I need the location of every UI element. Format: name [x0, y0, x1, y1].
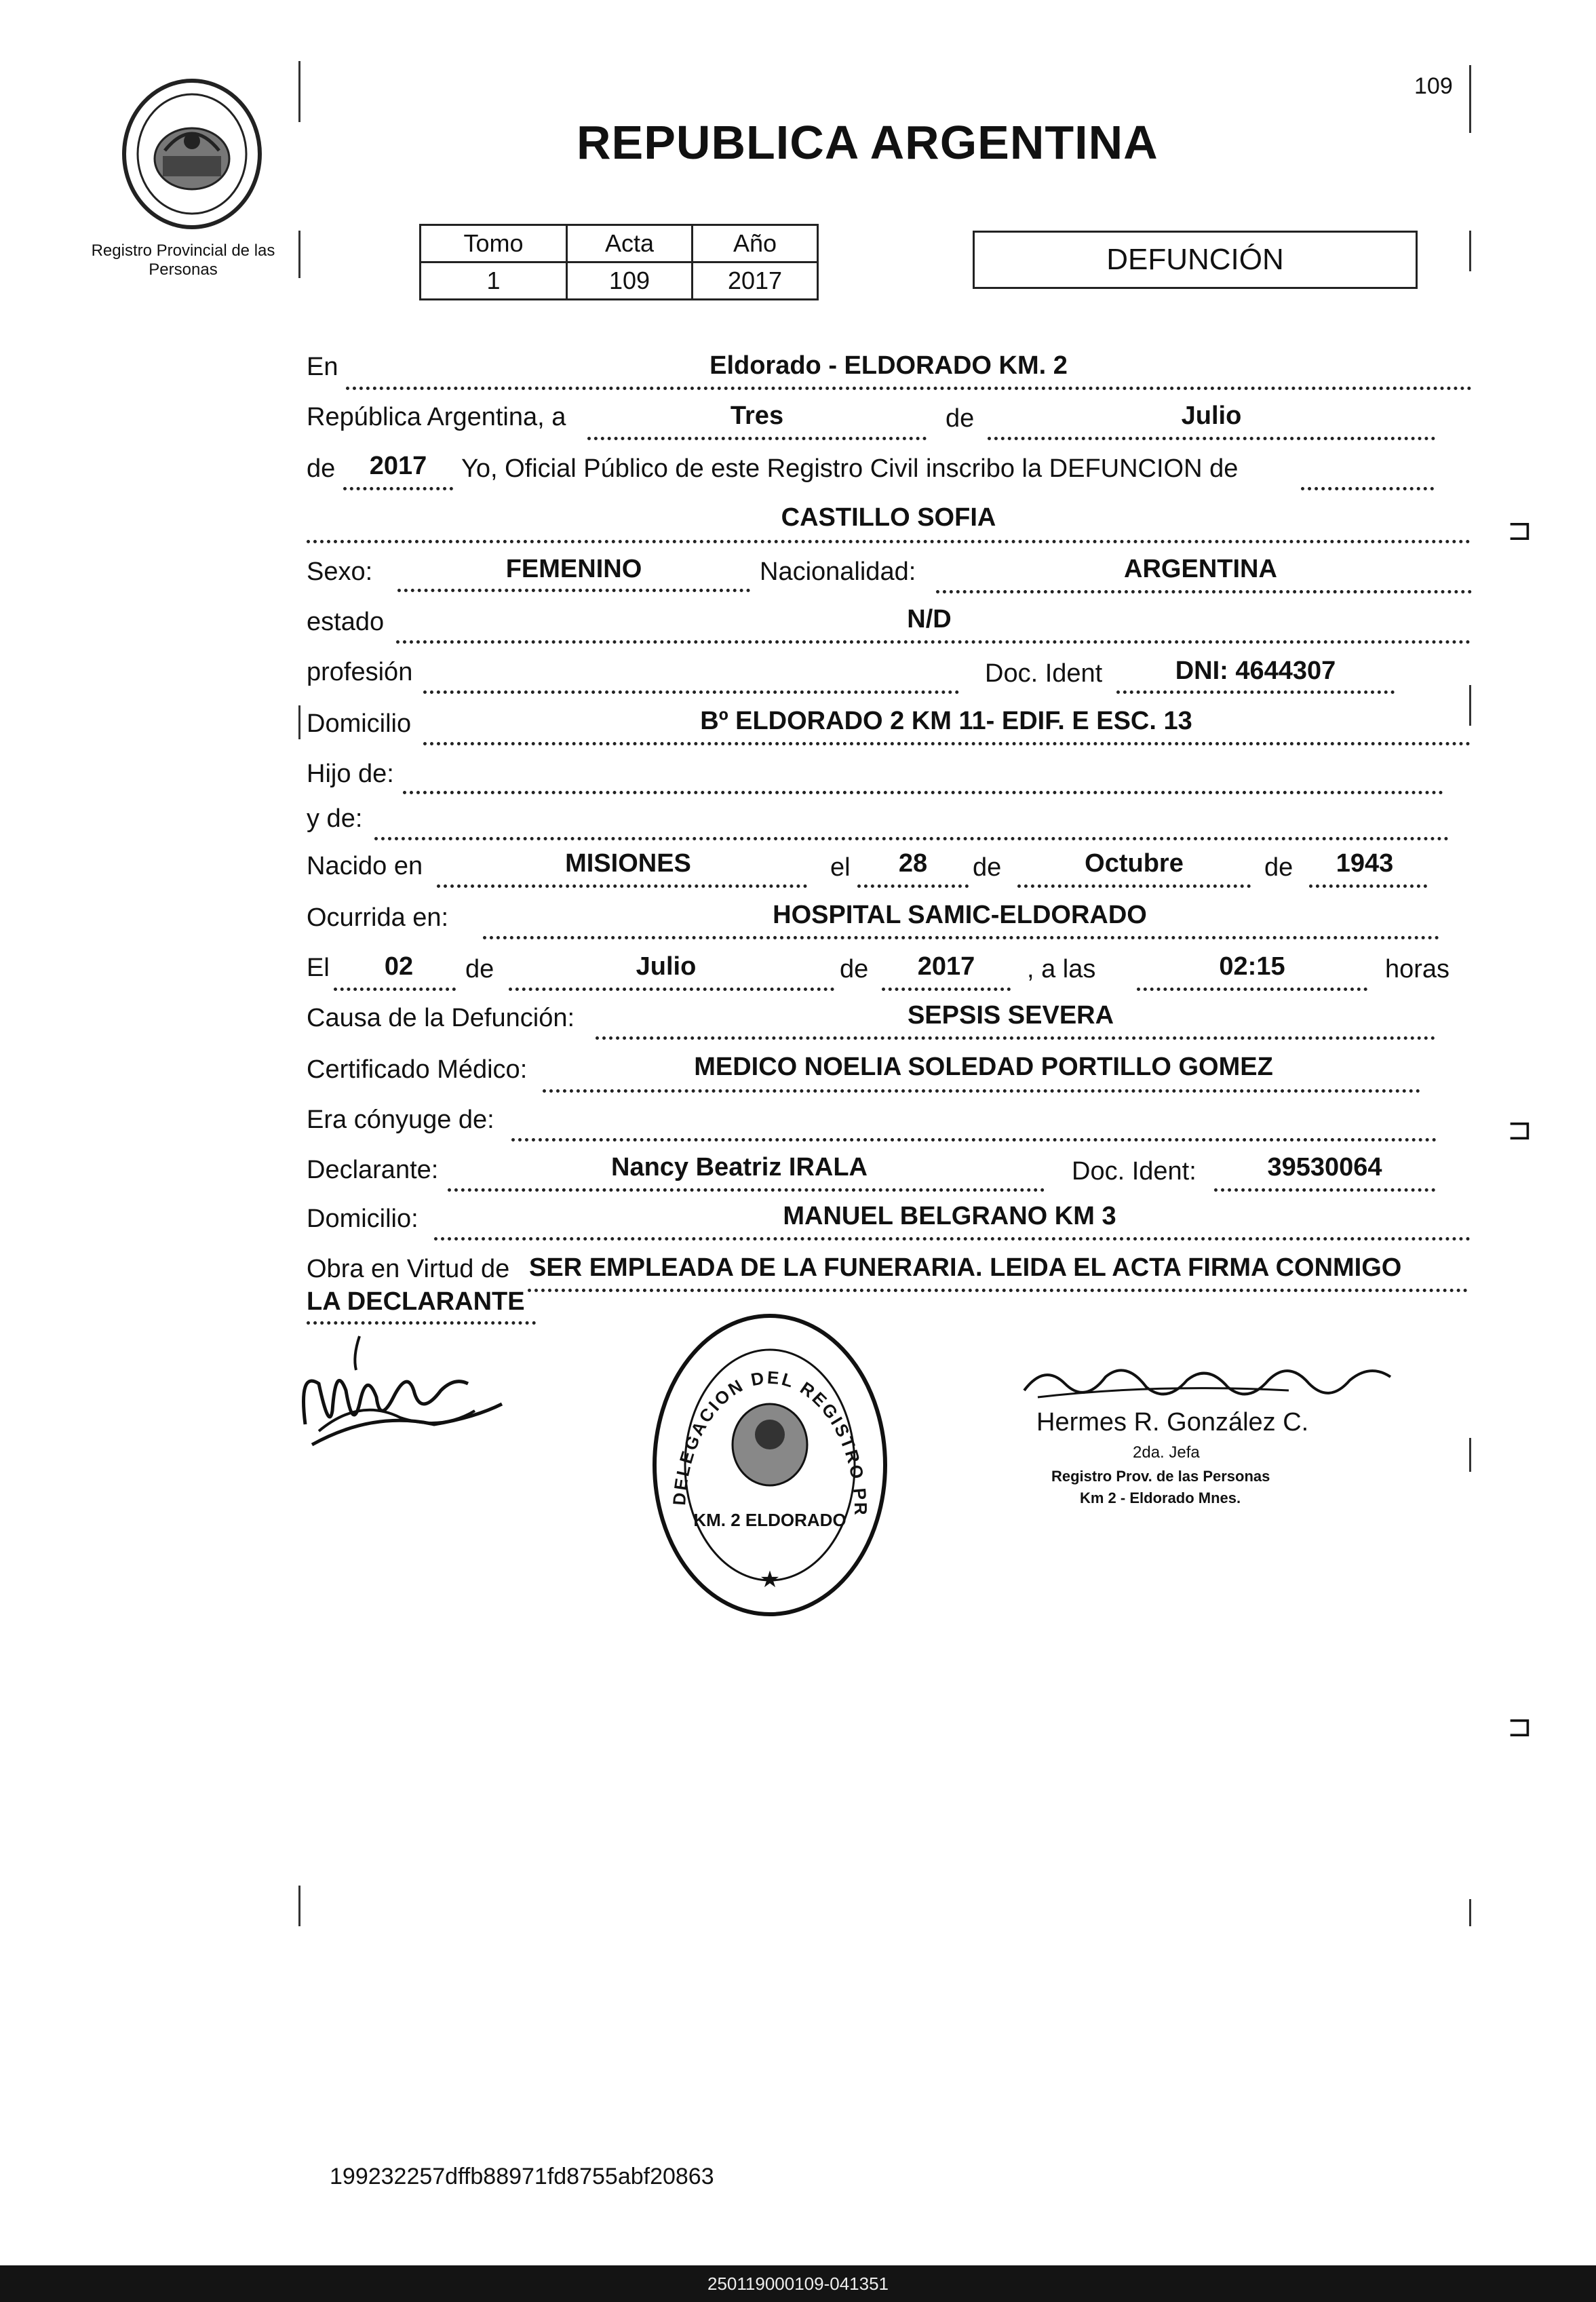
- declarante-value: Nancy Beatriz IRALA: [611, 1153, 868, 1182]
- scan-edge-mark: [298, 61, 300, 122]
- certificado-value: MEDICO NOELIA SOLEDAD PORTILLO GOMEZ: [694, 1053, 1273, 1081]
- de2-label: de: [307, 454, 336, 483]
- nacido-value: MISIONES: [565, 849, 691, 878]
- decl-domicilio-value: MANUEL BELGRANO KM 3: [783, 1202, 1116, 1230]
- register-table: [419, 224, 819, 300]
- def-mes-dotted-line: [509, 988, 834, 991]
- yde-label: y de:: [307, 804, 363, 833]
- document-hash: 199232257dffb88971fd8755abf20863: [330, 2164, 714, 2189]
- anio-value: 2017: [693, 262, 818, 300]
- mes-value: Julio: [1181, 402, 1242, 430]
- hora-value: 02:15: [1219, 952, 1285, 981]
- estado-label: estado: [307, 608, 385, 636]
- mes-dotted-line: [988, 437, 1435, 440]
- margin-tab-icon: ⊐: [1507, 1113, 1532, 1146]
- register-table-header-row: [421, 225, 818, 262]
- nac-de2-label: de: [1264, 853, 1293, 882]
- barcode-footer: 250119000109-041351: [0, 2265, 1596, 2302]
- decl-doc-dotted-line: [1214, 1188, 1435, 1192]
- dia-dotted-line: [587, 437, 927, 440]
- doc-ident-label: Doc. Ident: [985, 659, 1103, 688]
- decl-doc-label: Doc. Ident:: [1072, 1157, 1196, 1186]
- obra-label: Obra en Virtud de: [307, 1255, 510, 1283]
- sexo-value: FEMENINO: [505, 555, 642, 583]
- domicilio-value: Bº ELDORADO 2 KM 11- EDIF. E ESC. 13: [700, 707, 1192, 735]
- obra-dotted-line-2: [307, 1321, 536, 1325]
- declarante-label: Declarante:: [307, 1156, 439, 1184]
- nacionalidad-value: ARGENTINA: [1124, 555, 1277, 583]
- obra-value-line1: SER EMPLEADA DE LA FUNERARIA. LEIDA EL ACTA FIRMA CONMIGO: [529, 1253, 1402, 1282]
- ocurrida-dotted-line: [483, 936, 1439, 939]
- scan-edge-mark: [1469, 685, 1471, 726]
- causa-label: Causa de la Defunción:: [307, 1004, 575, 1032]
- nac-anio-value: 1943: [1336, 849, 1394, 878]
- doc-ident-dotted-line: [1116, 690, 1395, 694]
- nombre-dotted-line: [307, 540, 1471, 543]
- decl-doc-value: 39530064: [1267, 1153, 1382, 1182]
- en-dotted-line: [346, 387, 1472, 390]
- ocurrida-value: HOSPITAL SAMIC-ELDORADO: [773, 901, 1147, 929]
- sexo-label: Sexo:: [307, 558, 373, 586]
- registry-label: Registro Provincial de las Personas: [91, 241, 275, 279]
- acta-header: Acta: [567, 225, 693, 262]
- stamp-ring-text: DELEGACION DEL REGISTRO PR: [669, 1367, 872, 1517]
- official-office-line1: Registro Prov. de las Personas: [1051, 1468, 1270, 1485]
- province-seal-logo: [114, 76, 270, 232]
- nac-mes-dotted-line: [1017, 884, 1251, 888]
- en-label: En: [307, 353, 338, 381]
- nac-dia-value: 28: [898, 849, 928, 878]
- declarante-dotted-line: [448, 1188, 1045, 1192]
- alas-label: , a las: [1027, 955, 1096, 983]
- causa-dotted-line: [596, 1036, 1435, 1040]
- def-anio-dotted-line: [882, 988, 1011, 991]
- official-signature-scribble: [1017, 1357, 1411, 1411]
- anio-dotted-line: [343, 487, 453, 490]
- official-name: Hermes R. González C.: [1036, 1408, 1309, 1437]
- decl-domicilio-label: Domicilio:: [307, 1205, 419, 1233]
- nacionalidad-dotted-line: [936, 590, 1472, 593]
- scan-edge-mark: [298, 1886, 300, 1926]
- hijo-label: Hijo de:: [307, 760, 394, 788]
- el-label: el: [830, 853, 851, 882]
- scan-edge-mark: [1469, 1438, 1471, 1472]
- el2-label: El: [307, 954, 330, 982]
- decl-domicilio-dotted-line: [434, 1237, 1471, 1241]
- document-type-box: DEFUNCIÓN: [973, 231, 1418, 289]
- certificado-label: Certificado Médico:: [307, 1055, 528, 1084]
- nacido-dotted-line: [437, 884, 807, 888]
- declarant-signature: [292, 1329, 515, 1485]
- profesion-dotted-line: [423, 690, 959, 694]
- scan-edge-mark: [298, 231, 300, 278]
- conyuge-label: Era cónyuge de:: [307, 1106, 494, 1134]
- scan-edge-mark: [1469, 231, 1471, 271]
- svg-text:★: ★: [759, 1567, 781, 1593]
- scan-edge-mark: [1469, 65, 1471, 133]
- def-de-label: de: [465, 955, 494, 983]
- conyuge-dotted-line: [511, 1138, 1437, 1142]
- tomo-value: 1: [421, 262, 567, 300]
- en-value: Eldorado - ELDORADO KM. 2: [709, 351, 1068, 380]
- oficial-dotted-line: [1301, 487, 1434, 490]
- def-anio-value: 2017: [917, 952, 975, 981]
- def-dia-dotted-line: [334, 988, 456, 991]
- hora-dotted-line: [1137, 988, 1367, 991]
- scan-edge-mark: [298, 705, 300, 739]
- official-role: 2da. Jefa: [1133, 1443, 1200, 1462]
- horas-label: horas: [1385, 955, 1450, 983]
- domicilio-dotted-line: [423, 742, 1471, 745]
- profesion-label: profesión: [307, 658, 413, 686]
- margin-tab-icon: ⊐: [1507, 513, 1532, 547]
- dia-value: Tres: [730, 402, 784, 430]
- document-title: REPUBLICA ARGENTINA: [577, 116, 1159, 169]
- obra-dotted-line: [528, 1289, 1468, 1292]
- causa-value: SEPSIS SEVERA: [907, 1001, 1114, 1030]
- tomo-header: Tomo: [421, 225, 567, 262]
- obra-value-line2: LA DECLARANTE: [307, 1287, 525, 1316]
- nac-dia-dotted-line: [857, 884, 969, 888]
- delegation-stamp: [644, 1309, 895, 1621]
- def-mes-value: Julio: [636, 952, 697, 981]
- page-number: 109: [1414, 73, 1453, 99]
- acta-value: 109: [567, 262, 693, 300]
- def-dia-value: 02: [384, 952, 414, 981]
- nacido-label: Nacido en: [307, 852, 423, 880]
- def-de2-label: de: [840, 955, 869, 983]
- de-label: de: [946, 404, 975, 433]
- scan-edge-mark: [1469, 1899, 1471, 1926]
- domicilio-label: Domicilio: [307, 709, 412, 738]
- yde-dotted-line: [374, 837, 1449, 840]
- official-office-line2: Km 2 - Eldorado Mnes.: [1080, 1489, 1241, 1506]
- nombre-value: CASTILLO SOFIA: [781, 503, 996, 532]
- register-table-value-row: [421, 262, 818, 300]
- anio-header: Año: [693, 225, 818, 262]
- margin-tab-icon: ⊐: [1507, 1710, 1532, 1743]
- nacionalidad-label: Nacionalidad:: [760, 558, 916, 586]
- sexo-dotted-line: [397, 589, 750, 592]
- nac-anio-dotted-line: [1309, 884, 1427, 888]
- certificado-dotted-line: [543, 1089, 1420, 1093]
- anio-value: 2017: [369, 452, 427, 480]
- stamp-inner-text: KM. 2 ELDORADO: [693, 1510, 846, 1530]
- oficial-text: Yo, Oficial Público de este Registro Civil inscribo la DEFUNCION de: [461, 454, 1239, 483]
- hijo-dotted-line: [403, 791, 1443, 794]
- doc-ident-value: DNI: 4644307: [1175, 657, 1336, 685]
- estado-value: N/D: [907, 605, 952, 633]
- nac-mes-value: Octubre: [1085, 849, 1184, 878]
- nac-de-label: de: [973, 853, 1002, 882]
- republica-label: República Argentina, a: [307, 403, 566, 431]
- ocurrida-label: Ocurrida en:: [307, 903, 449, 932]
- estado-dotted-line: [396, 640, 1471, 644]
